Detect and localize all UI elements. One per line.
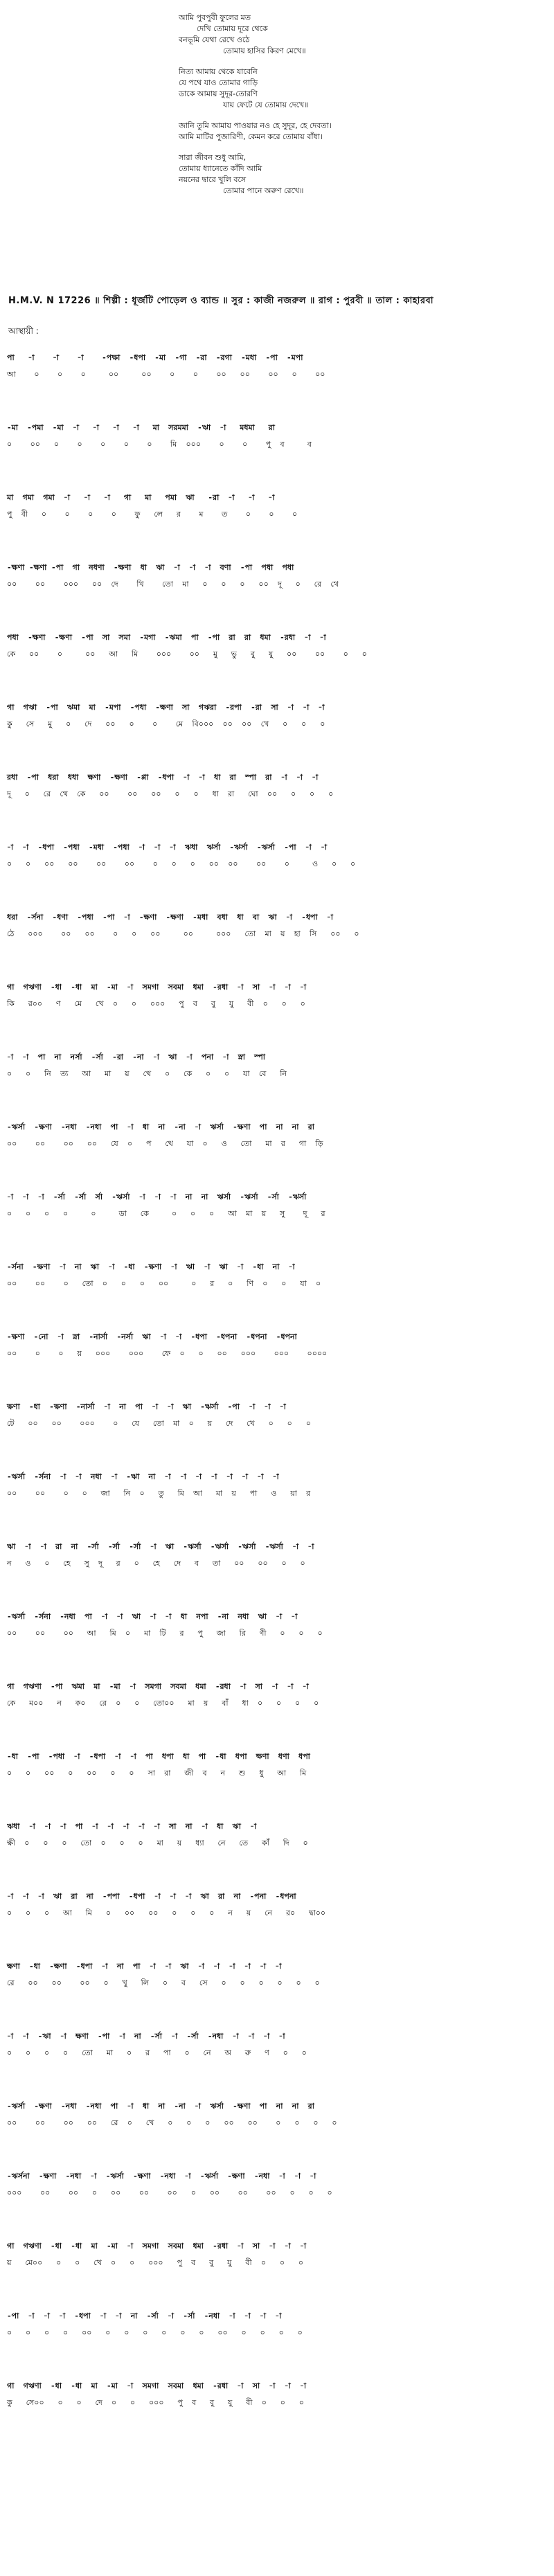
swara-line: গা গঋা -পা ঋমা মা -মপা -পধা -ক্ষণা সা গঋরা -রপা -রা সা -া -া -া [7, 703, 325, 712]
lyric-syllable-line: ক্ষী ০ ০ ০ তো ০ ০ ০ মা য় ধ্যা নে তে কাঁ দি ০ [7, 1839, 308, 1848]
notation-row [0, 1611, 554, 1681]
swara-line: মা গমা গমা -া -া -া গা মা পমা ঋা -রা -া -া -া [7, 493, 275, 502]
lyric-line: ডাকে আমায় সুদূর-তোরণি [179, 89, 258, 98]
lyric-line: তোমায় ধ্যানেতে কাঁদি আমি [179, 164, 262, 173]
notation-row [0, 771, 554, 841]
notation-row [0, 841, 554, 911]
notation-row [0, 1401, 554, 1471]
notation-row [0, 2310, 554, 2380]
lyric-syllable-line: কু সে মু ০ দে ০০ ০ ০ মে বি০০০ ০০ ০০ খে ০ ০ ০ [7, 719, 325, 728]
swara-line: রধা -পা ধরা ধধা ক্ষণা -ক্ষণা -প্পা -ধপা -া -া ধা রা স্পা রা -া -া -া [7, 773, 319, 782]
lyric-line: যে পথে যাও তোমার গাড়ি [179, 78, 258, 87]
lyric-line: সারা জীবন শুধু আমি, [179, 153, 247, 162]
notation-row [0, 981, 554, 1051]
lyric-line: দেখি তোমায় দূরে থেকে [197, 24, 268, 33]
notation-row [0, 1751, 554, 1821]
swara-line: -ঋর্সনা -ক্ষণা -নধা -া -ঋর্সা -ক্ষণা -নধা -া -ঋর্সা -ক্ষণা -নধা -া -া -া [7, 2172, 316, 2181]
notation-row [0, 1051, 554, 1121]
swara-line: গা গঋণা -ধা -ধা মা -মা -া সমগা সবমা ধমা -রধা -া সা -া -া -া [7, 983, 307, 992]
lyric-syllable-line: টে ০০ ০০ ০০০ ০ যে তো মা ০ য় দে খে ০ ০ ০ [7, 1419, 311, 1428]
lyric-syllable-line: কে ০০ ০ ০০ আ মি ০০০ ০০ মু ভু বু যু ০০ ০০ ০ ০ [7, 650, 367, 659]
notation-row [0, 632, 554, 701]
notation-row [0, 562, 554, 632]
notation-row [0, 492, 554, 562]
swara-line: -ঋর্সা -ক্ষণা -নধা -নধা পা -া ধা না -না -া ঋর্সা -ক্ষণা পা না না রা [7, 2102, 314, 2111]
lyric-syllable-line: ০০ ০০ ০০ আ মি ০ মা টি র পু জা রি ণী ০ ০ ০ [7, 1629, 323, 1638]
swara-line: -া -া -া ঋা রা না -পপা -ধপা -া -া -া ঋা রা না -পনা -ধপনা [7, 1892, 296, 1901]
lyric-syllable-line: ০ ০ ০ ০ তো মা ০ র পা ০ নে অ রু ণ ০ ০ [7, 2048, 307, 2057]
lyric-syllable-line: ০ ০ ০০ ০০ ০০ ০০ ০ ০ ০ ০০ ০০ ০০ ০ ও ০ ০ [7, 859, 356, 868]
lyric-stanza [179, 12, 483, 57]
swara-line: গা গঋণা -পা ঋমা মা -মা -া সমগা সবমা ধমা -রধা -া সা -া -া -া [7, 1682, 309, 1691]
lyric-stanza [179, 66, 483, 111]
lyric-line: আমি মাটির পুজারিণী, কেমন করে তোমায় বাঁধা। [179, 132, 323, 141]
lyric-syllable-line: রে ০০ ০০ ০০ ০ খু লি ০ ব সে ০ ০ ০ ০ ০ ০ [7, 1978, 320, 1987]
swara-line: -ঋর্সা -র্সনা -নধা পা -া -া ঋা -া -া ধা নপা -না নধা ঋা -া -া [7, 1612, 298, 1621]
swara-line: -ঋর্সা -ক্ষণা -নধা -নধা পা -া ধা না -না -া ঋর্সা -ক্ষণা পা না না রা [7, 1122, 314, 1132]
swara-line: -ক্ষণা -নো -া স্না -নার্সা -নর্সা ঋা -া -া -ধপা -ধপনা -ধপনা -ধপনা [7, 1332, 297, 1341]
swara-line: -ঋর্সা -র্সনা -া -া নধা -া -ঋা না -া -া -া -া -া -া -া -া [7, 1472, 279, 1481]
lyric-syllable-line: ০০ ০০ ০ ০ জা নি ০ তু মি আ মা য় পা ও য়া র [7, 1489, 311, 1498]
notation-grid [0, 352, 554, 2450]
lyric-syllable-line: ০০ ০০ ০০ ০০ যে ০ প থে যা ০ ও তো মা র গা ড়ি [7, 1139, 323, 1148]
swara-line: গা গঋণা -ধা -ধা মা -মা -া সমগা সবমা ধমা -রধা -া সা -া -া -া [7, 2381, 307, 2390]
lyric-syllable-line: আ ০ ০ ০ ০০ ০০ ০ ০ ০০ ০০ ০০ ০ ০০ [7, 370, 325, 379]
swara-line: পা -া -া -া -পক্ষা -ধপা -মা -গা -রা -রগা -মধা -পা -মপা [7, 353, 303, 362]
swara-line: ঋা -া -া রা না -র্সা -র্সা -র্সা -া ঋা -ঋর্সা -ঋর্সা -ঋর্সা -ঋর্সা -া -া [7, 1542, 314, 1551]
lyric-syllable-line: ০ ০ ০ আ মি ০ ০০ ০০ ০ ০ ০ ন য় নে র০ দ্বা০০ [7, 1908, 326, 1917]
section-label: আস্থায়ী : [8, 326, 39, 336]
swara-line: -ধা -পা -পধা -া -ধপা -া -া পা ধপা ধা পা -ধা ধপা ক্ষণা ধণা ধপা [7, 1752, 310, 1761]
lyric-syllable-line: কু সে০০ ০ ০ দে ০ ০ ০০০ পু ব বু যু বী ০ ০ ০ [7, 2398, 304, 2407]
notation-row [0, 1960, 554, 2030]
notation-row [0, 1681, 554, 1751]
lyric-line: তোমায় হাসির কিরণ মেখে॥ [223, 46, 306, 55]
lyric-line: নিত্য আমায় থেকে যাবেনি [179, 67, 258, 76]
notation-row [0, 2100, 554, 2170]
swara-line: গা গঋণা -ধা -ধা মা -মা -া সমগা সবমা ধমা -রধা -া সা -া -া -া [7, 2242, 307, 2251]
notation-row [0, 422, 554, 492]
record-header: H.M.V. N 17226 ॥ শিল্পী : ধূর্জটি পোড়েল ও ব্যান্ড ॥ সুর : কাজী নজরুল ॥ রাগ : পুরবী ॥ তাল : কাহারবা [8, 296, 434, 306]
notation-row [0, 1541, 554, 1611]
lyric-syllable-line: য় মে০০ ০ ০ খে ০ ০ ০০০ পু ব বু যু বী ০ ০ ০ [7, 2258, 304, 2267]
swara-line: -পা -া -া -া -ধপা -া -া না -র্সা -া -র্সা -নধা -া -া -া -া [7, 2311, 282, 2320]
swara-line: -া -া -ঋা -া ক্ষণা -পা -া না -র্সা -া -র্সা -নধা -া -া -া -া [7, 2032, 285, 2041]
lyric-line: বনভূমি যেথা রেখে ওঠে [179, 35, 250, 44]
lyrics-block [179, 12, 483, 206]
lyric-line: যায় ফেটে যে তোমায় দেখে॥ [223, 100, 309, 109]
notation-row [0, 1261, 554, 1331]
notation-row [0, 2380, 554, 2450]
swara-line: -মা -পমা -মা -া -া -া -া মা সরমমা -ঋা -া মধমা রা [7, 423, 275, 432]
notation-row [0, 2030, 554, 2100]
lyric-line: আমি পুবপুবী ফুলের মত [179, 13, 251, 22]
notation-row [0, 2170, 554, 2240]
swara-line: ঋধা -া -া -া পা -া -া -া -া -া সা না -া ধা ঋা -া [7, 1822, 257, 1831]
lyric-syllable-line: ০ ০ নি ত্য আ মা য় থে ০ কে ০ ০ যা বে নি [7, 1069, 287, 1078]
swara-line: -া -া পা না নর্সা -র্সা -রা -না -া ঋা -া পনা -া স্না স্পা [7, 1053, 265, 1062]
lyric-stanza [179, 120, 483, 143]
lyric-line: জানি তুমি আমায় পাওয়ার নও হে সুদূর, হে দেবতা। [179, 121, 332, 130]
lyric-syllable-line: কে ম০০ ন ক০ রে ০ ০ তো০০ মা য় বাঁ ধা ০ ০ ০ ০ [7, 1699, 319, 1708]
notation-row [0, 1890, 554, 1960]
swara-line: -র্সনা -ক্ষণা -া না ঋা -া -ধা -ক্ষণা -া ঋা -া ঋা -া -ধা না -া [7, 1262, 295, 1271]
lyric-syllable-line: ০০ ০০ ০০০ ০০ দে খি তো মা ০ ০ ০ ০০ দূ ০ রে থে [7, 580, 339, 589]
swara-line: -া -া -া -র্সা -র্সা র্সা -ঋর্সা -া -া -া না না ঋর্সা -ঋর্সা -র্সা -ঋর্সা [7, 1192, 307, 1201]
lyric-syllable-line: ঠে ০০০ ০০ ০০ ০ ০ ০০ ০০ ০০০ তো মা য় হা সি ০০ ০ [7, 929, 359, 938]
notation-row [0, 1121, 554, 1191]
lyric-syllable-line: দূ ০ রে থে কে ০০ ০০ ০০ ০ ০ ধা রা ঘো ০০ ০ ০ ০ [7, 789, 334, 798]
lyric-syllable-line: ০০ ০০ ০ তো ০ ০ ০ ০০ ০ র ০ ণি ০ ০ যা ০ [7, 1279, 321, 1288]
lyric-line: নয়নের দ্বারে খুলি বসে [179, 175, 247, 184]
lyric-syllable-line: ০০০ ০০ ০০ ০ ০০ ০০ ০০ ০ ০০ ০০ ০০ ০ ০ ০ [7, 2188, 332, 2197]
lyric-syllable-line: ০০ ০ ০ য় ০০০ ০০০ ফে ০ ০ ০০ ০০০ ০০০ ০০০০ [7, 1349, 328, 1358]
notation-row [0, 911, 554, 981]
swara-line: ধরা -র্সনা -ধণা -পধা -পা -া -ক্ষণা -ক্ষণা -মধা বধা ধা বা ঋা -া -ধপা -া [7, 913, 333, 922]
lyric-syllable-line: ন ও ০ হে সু দূ র ০ হে দে ব তা ০০ ০০ ০ ০ [7, 1559, 305, 1568]
lyric-stanza [179, 152, 483, 197]
notation-row [0, 701, 554, 771]
notation-row [0, 1331, 554, 1401]
notation-row [0, 2240, 554, 2310]
swara-line: পধা -ক্ষণা -ক্ষণা -পা সা সমা -মগা -ঋমা পা -পা রা রা ধমা -রধা -া -া [7, 633, 326, 642]
notation-row [0, 1191, 554, 1261]
lyric-syllable-line: ০ ০ ০ ০ ০ ডা কে ০ ০ ০ আ মা য় সু দূ র [7, 1209, 325, 1218]
lyric-line: তোমার পানে অরুণ রেখে॥ [223, 186, 304, 195]
swara-line: ক্ষণা -ধা -ক্ষণা -নার্সা -া না পা -া -া ঋা -ঋর্সা -পা -া -া -া [7, 1402, 286, 1411]
swara-line: ক্ষণা -ধা -ক্ষণা -ধপা -া না পা -া -া ঋা -া -া -া -া -া -া [7, 1962, 282, 1971]
lyric-syllable-line: পু বী ০ ০ ০ ০ ফু লে র ম ত ০ ০ ০ [7, 510, 298, 519]
notation-row [0, 1471, 554, 1541]
lyric-syllable-line: কি র০০ ণ মে খে ০ ০ ০০০ পু ব বু যু বী ০ ০ ০ [7, 999, 305, 1008]
notation-row [0, 352, 554, 422]
lyric-syllable-line: ০ ০ ০০ ০ ০০ ০ ০ সা রা জী ব ন শু ধু আ মি [7, 1769, 307, 1778]
lyric-syllable-line: ০ ০ ০ ০ ০০ ০ ০ ০ ০ ০ ০ ০০ ০ ০ ০ ০ [7, 2328, 303, 2337]
swara-line: -ক্ষণা -ক্ষণা -পা গা নধণা -ক্ষণা ধা ঋা -া -া -া বণা -পা পধা পধা [7, 563, 294, 572]
notation-row [0, 1821, 554, 1890]
lyric-syllable-line: ০ ০০ ০ ০ ০ ০ ০ মি ০০০ ০ ০ পু ব ব [7, 440, 312, 449]
swara-line: -া -া -ধপা -পধা -মধা -পধা -া -া -া ঋধা ঋর্সা -ঋর্সা -ঋর্সা -পা -া -া [7, 843, 328, 852]
lyric-syllable-line: ০০ ০০ ০০ ০০ রে ০ খে ০ ০ ০ ০০ ০০ ০ ০ ০ ০ [7, 2118, 337, 2127]
